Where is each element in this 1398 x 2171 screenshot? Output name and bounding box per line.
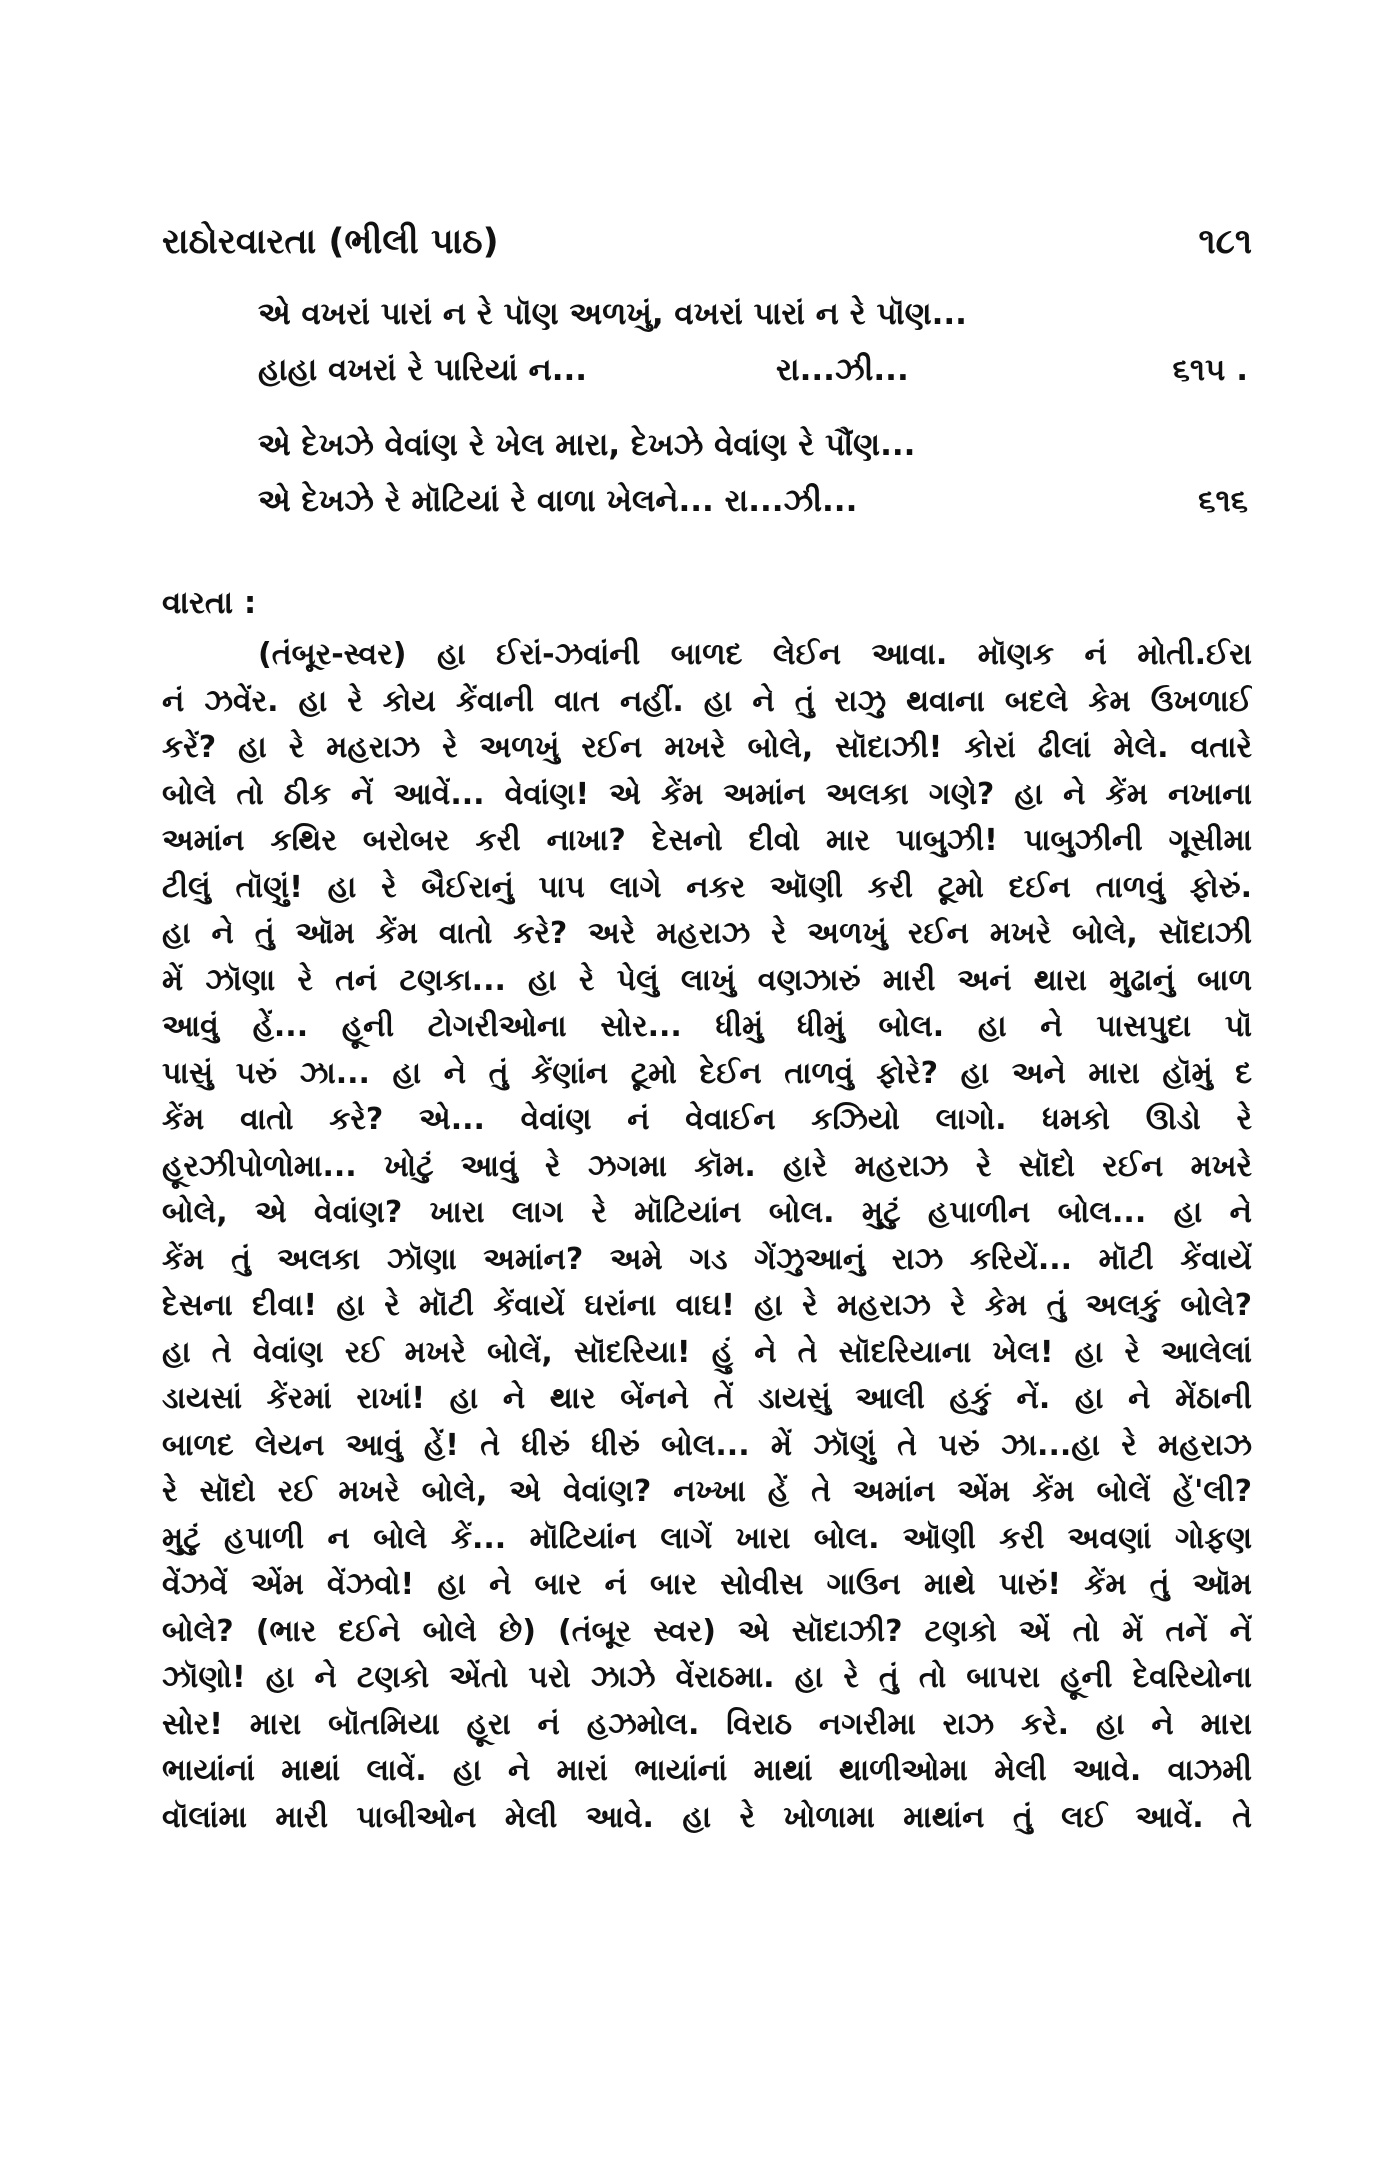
prose-line: આવું હેં... હૂની ટોગરીઓના સોર... ધીમું ધીમું બોલ. હા ને પાસપુદા પૉ: [162, 1009, 1252, 1044]
verse-text: એ દેખઝે વેવાંણ રે ખેલ મારા, દેખઝે વેવાંણ રે પૌંણ...: [258, 427, 916, 463]
verse-text: એ દેખઝે રે મૉટિયાં રે વાળા ખેલને... રા...ઝી...: [258, 483, 858, 519]
prose-line: ડાયસાં કેંરમાં રાખાં! હા ને થાર બેંનને તેં ડાયસું આલી હકું નેં. હા ને મેંઠાની: [162, 1381, 1252, 1416]
page-header: [162, 222, 1252, 272]
prose-line: વૉલાંમા મારી પાબીઓન મેલી આવે. હા રે ખોળામા માથાંન તું લઈ આવેં. તે: [162, 1799, 1252, 1835]
prose-line: દેસના દીવા! હા રે મૉટી કેંવાયેં ઘરાંના વાઘ! હા રે મહરાઝ રે કેમ તું અલકું બોલે?: [162, 1288, 1252, 1323]
prose-line: વેંઝવેં એંમ વેંઝવો! હા ને બાર નં બાર સોવીસ ગાઉન માથે પારું! કેંમ તું ઑમ: [162, 1567, 1252, 1602]
prose-line: મુટું હપાળી ન બોલે કેં... મૉટિયાંન લાગેં ખારા બોલ. ઑણી કરી અવણાં ગોફણ: [162, 1520, 1252, 1556]
page-number: ૧૮૧: [1198, 222, 1252, 262]
verse-refrain: રા...ઝી...: [776, 352, 909, 388]
prose-line: ટીલું તૉણું! હા રે બૈઈરાનું પાપ લાગે નકર ઑણી કરી ટૂમો દઈન તાળવું ફોરું.: [162, 869, 1252, 905]
verse-text: એ વખરાં પારાં ન રે પૉણ અળખું, વખરાં પારાં ન રે પૉણ...: [258, 296, 967, 332]
verse-text: હાહા વખરાં રે પારિયાં ન...: [258, 352, 588, 388]
verse-line: [258, 427, 1248, 473]
verse-line: [258, 296, 1248, 342]
prose-line: કેંમ તું અલકા ઝૉણા અમાંન? અમે ગડ ગેંઝુઆનું રાઝ કરિયેં... મૉટી કેંવાયેં: [162, 1241, 1252, 1277]
prose-line: બાળદ લેયન આવું હેં! તે ધીરું ધીરું બોલ... મેં ઝૉણું તે પરું ઝા...હા રે મહરાઝ: [162, 1427, 1252, 1463]
verse-line: [258, 352, 1248, 398]
prose-line: હા તે વેવાંણ રઈ મખરે બોલેં, સૉદરિયા! હું ને તે સૉદરિયાના ખેલ! હા રે આલેલાં: [162, 1334, 1252, 1370]
verse-number: ૬૧૫ .: [1172, 352, 1248, 388]
prose-line: બોલે, એ વેવાંણ? ખારા લાગ રે મૉટિયાંન બોલ. મુટું હપાળીન બોલ... હા ને: [162, 1195, 1252, 1230]
section-label: વારતા :: [162, 585, 257, 621]
prose-line: ઝૉણો! હા ને ટણકો એંતો પરો ઝાઝે વેંરાઠમા. હા રે તું તો બાપરા હૂની દેવરિયોના: [162, 1660, 1252, 1695]
prose-line: નં ઝવેંર. હા રે કોય કેંવાની વાત નહીં. હા ને તું રાઝુ થવાના બદલે કેમ ઉખળાઈ: [162, 683, 1252, 719]
prose-line: પાસું પરું ઝા... હા ને તું કેંણાંન ટૂમો દેઈન તાળવું ફોરે? હા અને મારા હૉમું દ: [162, 1055, 1252, 1091]
running-head: રાઠોરવારતા (ભીલી પાઠ): [162, 222, 499, 262]
prose-line: બોલે? (ભાર દઈને બોલે છે) (તંબૂર સ્વર) એ સૉદાઝી? ટણકો એં તો મેં તનેં નેં: [162, 1613, 1252, 1649]
prose-line: હૂરઝીપોળોમા... ખોટું આવું રે ઝગમા કૉમ. હારે મહરાઝ રે સૉદો રઈન મખરે: [162, 1148, 1252, 1184]
prose-line: અમાંન કથિર બરોબર કરી નાખા? દેસનો દીવો માર પાબુઝી! પાબુઝીની ગૂસીમા: [162, 823, 1252, 858]
prose-line: ભાયાંનાં માથાં લાવેં. હા ને મારાં ભાયાંનાં માથાં થાળીઓમા મેલી આવે. વાઝમી: [162, 1753, 1252, 1788]
verse-number: ૬૧૬: [1198, 483, 1248, 519]
prose-line: કરેં? હા રે મહરાઝ રે અળખું રઈન મખરે બોલે, સૉદાઝી! કોરાં ઢીલાં મેલે. વતારે: [162, 730, 1252, 765]
prose-line: બોલે તો ઠીક નેં આવેં... વેવાંણ! એ કેંમ અમાંન અલકા ગણે? હા ને કેંમ નખાના: [162, 776, 1252, 812]
prose-body: [162, 632, 1252, 1841]
prose-line: હા ને તું ઑમ કેંમ વાતો કરે? અરે મહરાઝ રે અળખું રઈન મખરે બોલે, સૉદાઝી: [162, 916, 1252, 951]
verse-line: [258, 483, 1248, 529]
prose-line: (તંબૂર-સ્વર) હા ઈરાં-ઝવાંની બાળદ લેઈન આવા. મૉણક નં મોતી.ઈરા: [258, 637, 1252, 672]
prose-line: કેંમ વાતો કરે? એ... વેવાંણ નં વેવાઈન કઝિયો લાગો. ધમકો ઊડો રે: [162, 1102, 1252, 1137]
prose-line: રે સૉદો રઈ મખરે બોલે, એ વેવાંણ? નખ્ખા હેં તે અમાંન એંમ કેંમ બોલેં હેં'લી?: [162, 1474, 1252, 1509]
prose-line: સોર! મારા બૉતમિયા હૂરા નં હઝમોલ. વિરાઠ નગરીમા રાઝ કરે. હા ને મારા: [162, 1706, 1252, 1742]
prose-line: મેં ઝૉણા રે તનં ટણકા... હા રે પેલું લાખું વણઝારું મારી અનં થારા મુઢાનું બાળ: [162, 962, 1252, 998]
